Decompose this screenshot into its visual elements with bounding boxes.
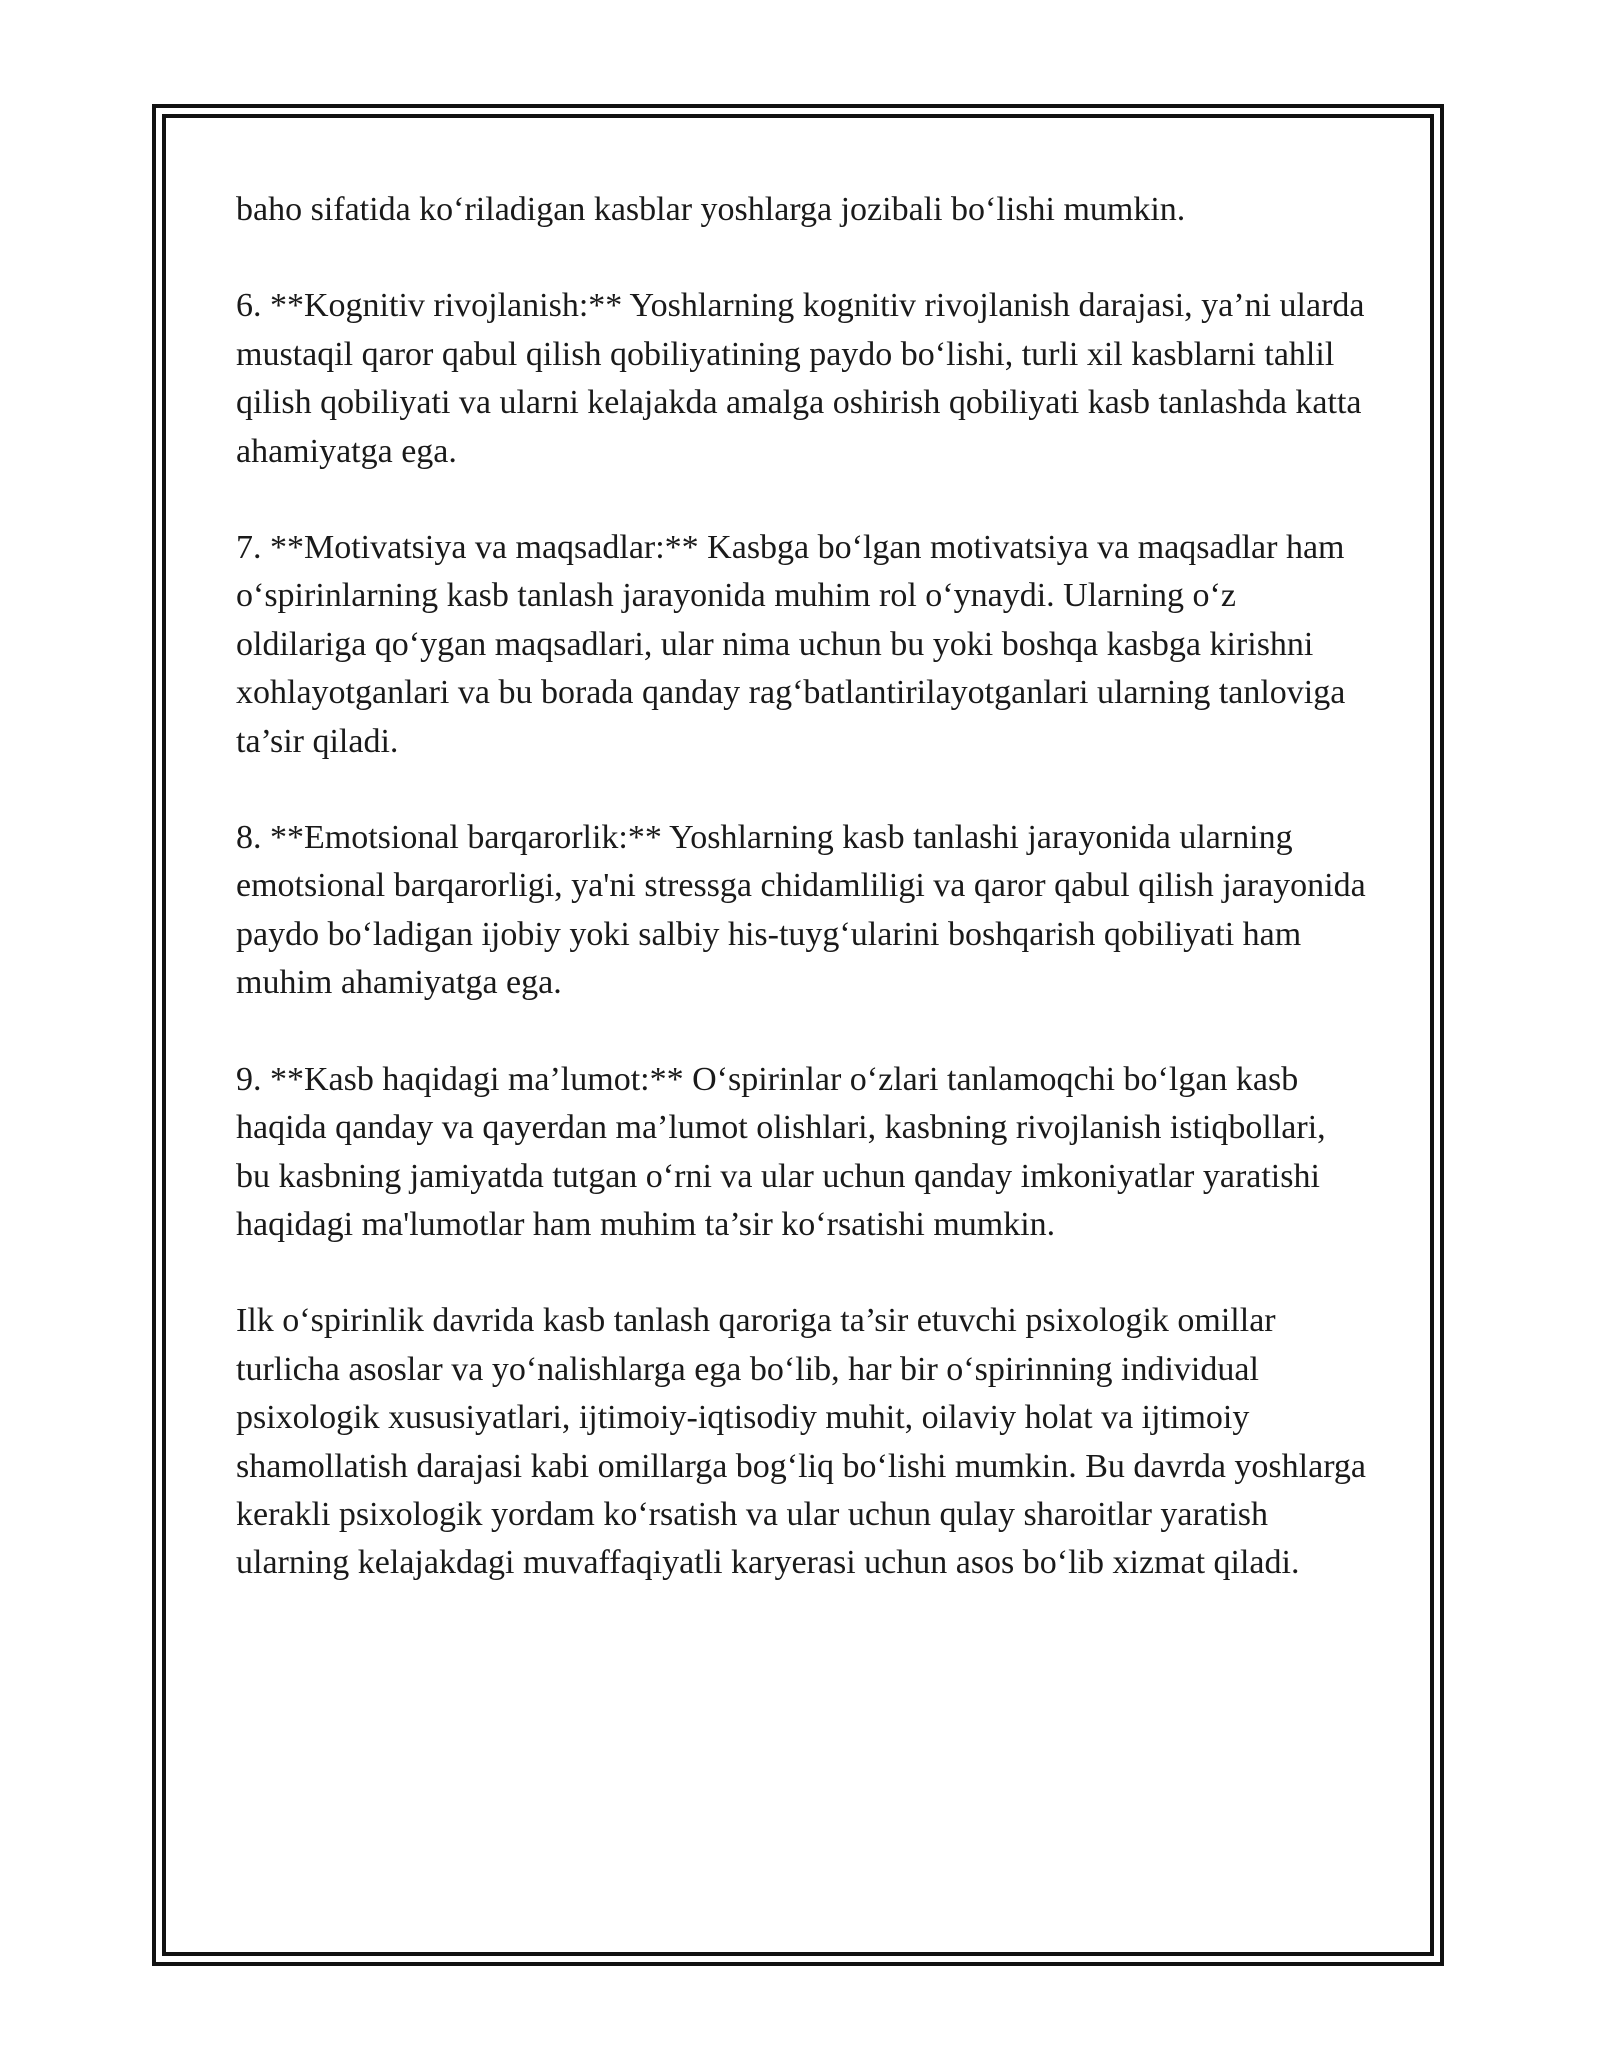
paragraph-cognitive-development: 6. **Kognitiv rivojlanish:** Yoshlarning kognitiv rivojlanish darajasi, ya’ni ularda mustaqil qaror qabul qilish qobiliyatining paydo bo‘lishi, turli xil kasblarni tahlil qilish qobiliyati va ularni kelajakda amalga oshirish qobiliyati kasb tanlashda katta ahamiyatga ega. [236,287,1365,470]
paragraph-emotional-stability: 8. **Emotsional barqarorlik:** Yoshlarning kasb tanlashi jarayonida ularning emotsional barqarorligi, ya'ni stressga chidamliligi va qaror qabul qilish jarayonida paydo bo‘ladigan ijobiy yoki salbiy his-tuyg‘ularini boshqarish qobiliyati ham muhim ahamiyatga ega. [236,819,1366,1002]
paragraph-career-information: 9. **Kasb haqidagi ma’lumot:** O‘spirinlar o‘zlari tanlamoqchi bo‘lgan kasb haqida qanday va qayerdan ma’lumot olishlari, kasbning rivojlanish istiqbollari, bu kasbning jamiyatda tutgan o‘rni va ular uchun qanday imkoniyatlar yaratishi haqidagi ma'lumotlar ham muhim ta’sir ko‘rsatishi mumkin. [236,1060,1326,1243]
paragraph-conclusion: Ilk o‘spirinlik davrida kasb tanlash qaroriga ta’sir etuvchi psixologik omillar turlicha asoslar va yo‘nalishlarga ega bo‘lib, har bir o‘spirinning individual psixologik xususiyatlari, ijtimoiy-iqtisodiy muhit, oilaviy holat va ijtimoiy shamollatish darajasi kabi omillarga bog‘liq bo‘lishi mumkin. Bu davrda yoshlarga kerakli psixologik yordam ko‘rsatish va ular uchun qulay sharoitlar yaratish ularning kelajakdagi muvaffaqiyatli karyerasi uchun asos bo‘lib xizmat qiladi. [236,1302,1367,1582]
paragraph-motivation-goals: 7. **Motivatsiya va maqsadlar:** Kasbga bo‘lgan motivatsiya va maqsadlar ham o‘spirinlarning kasb tanlash jarayonida muhim rol o‘ynaydi. Ularning o‘z oldilariga qo‘ygan maqsadlari, ular nima uchun bu yoki boshqa kasbga kirishni xohlayotganlari va bu borada qanday rag‘batlantirilayotganlari ularning tanloviga ta’sir qiladi. [236,529,1346,760]
document-body [236,186,1366,1636]
paragraph-continuation: baho sifatida ko‘riladigan kasblar yoshlarga jozibali bo‘lishi mumkin. [236,191,1186,228]
